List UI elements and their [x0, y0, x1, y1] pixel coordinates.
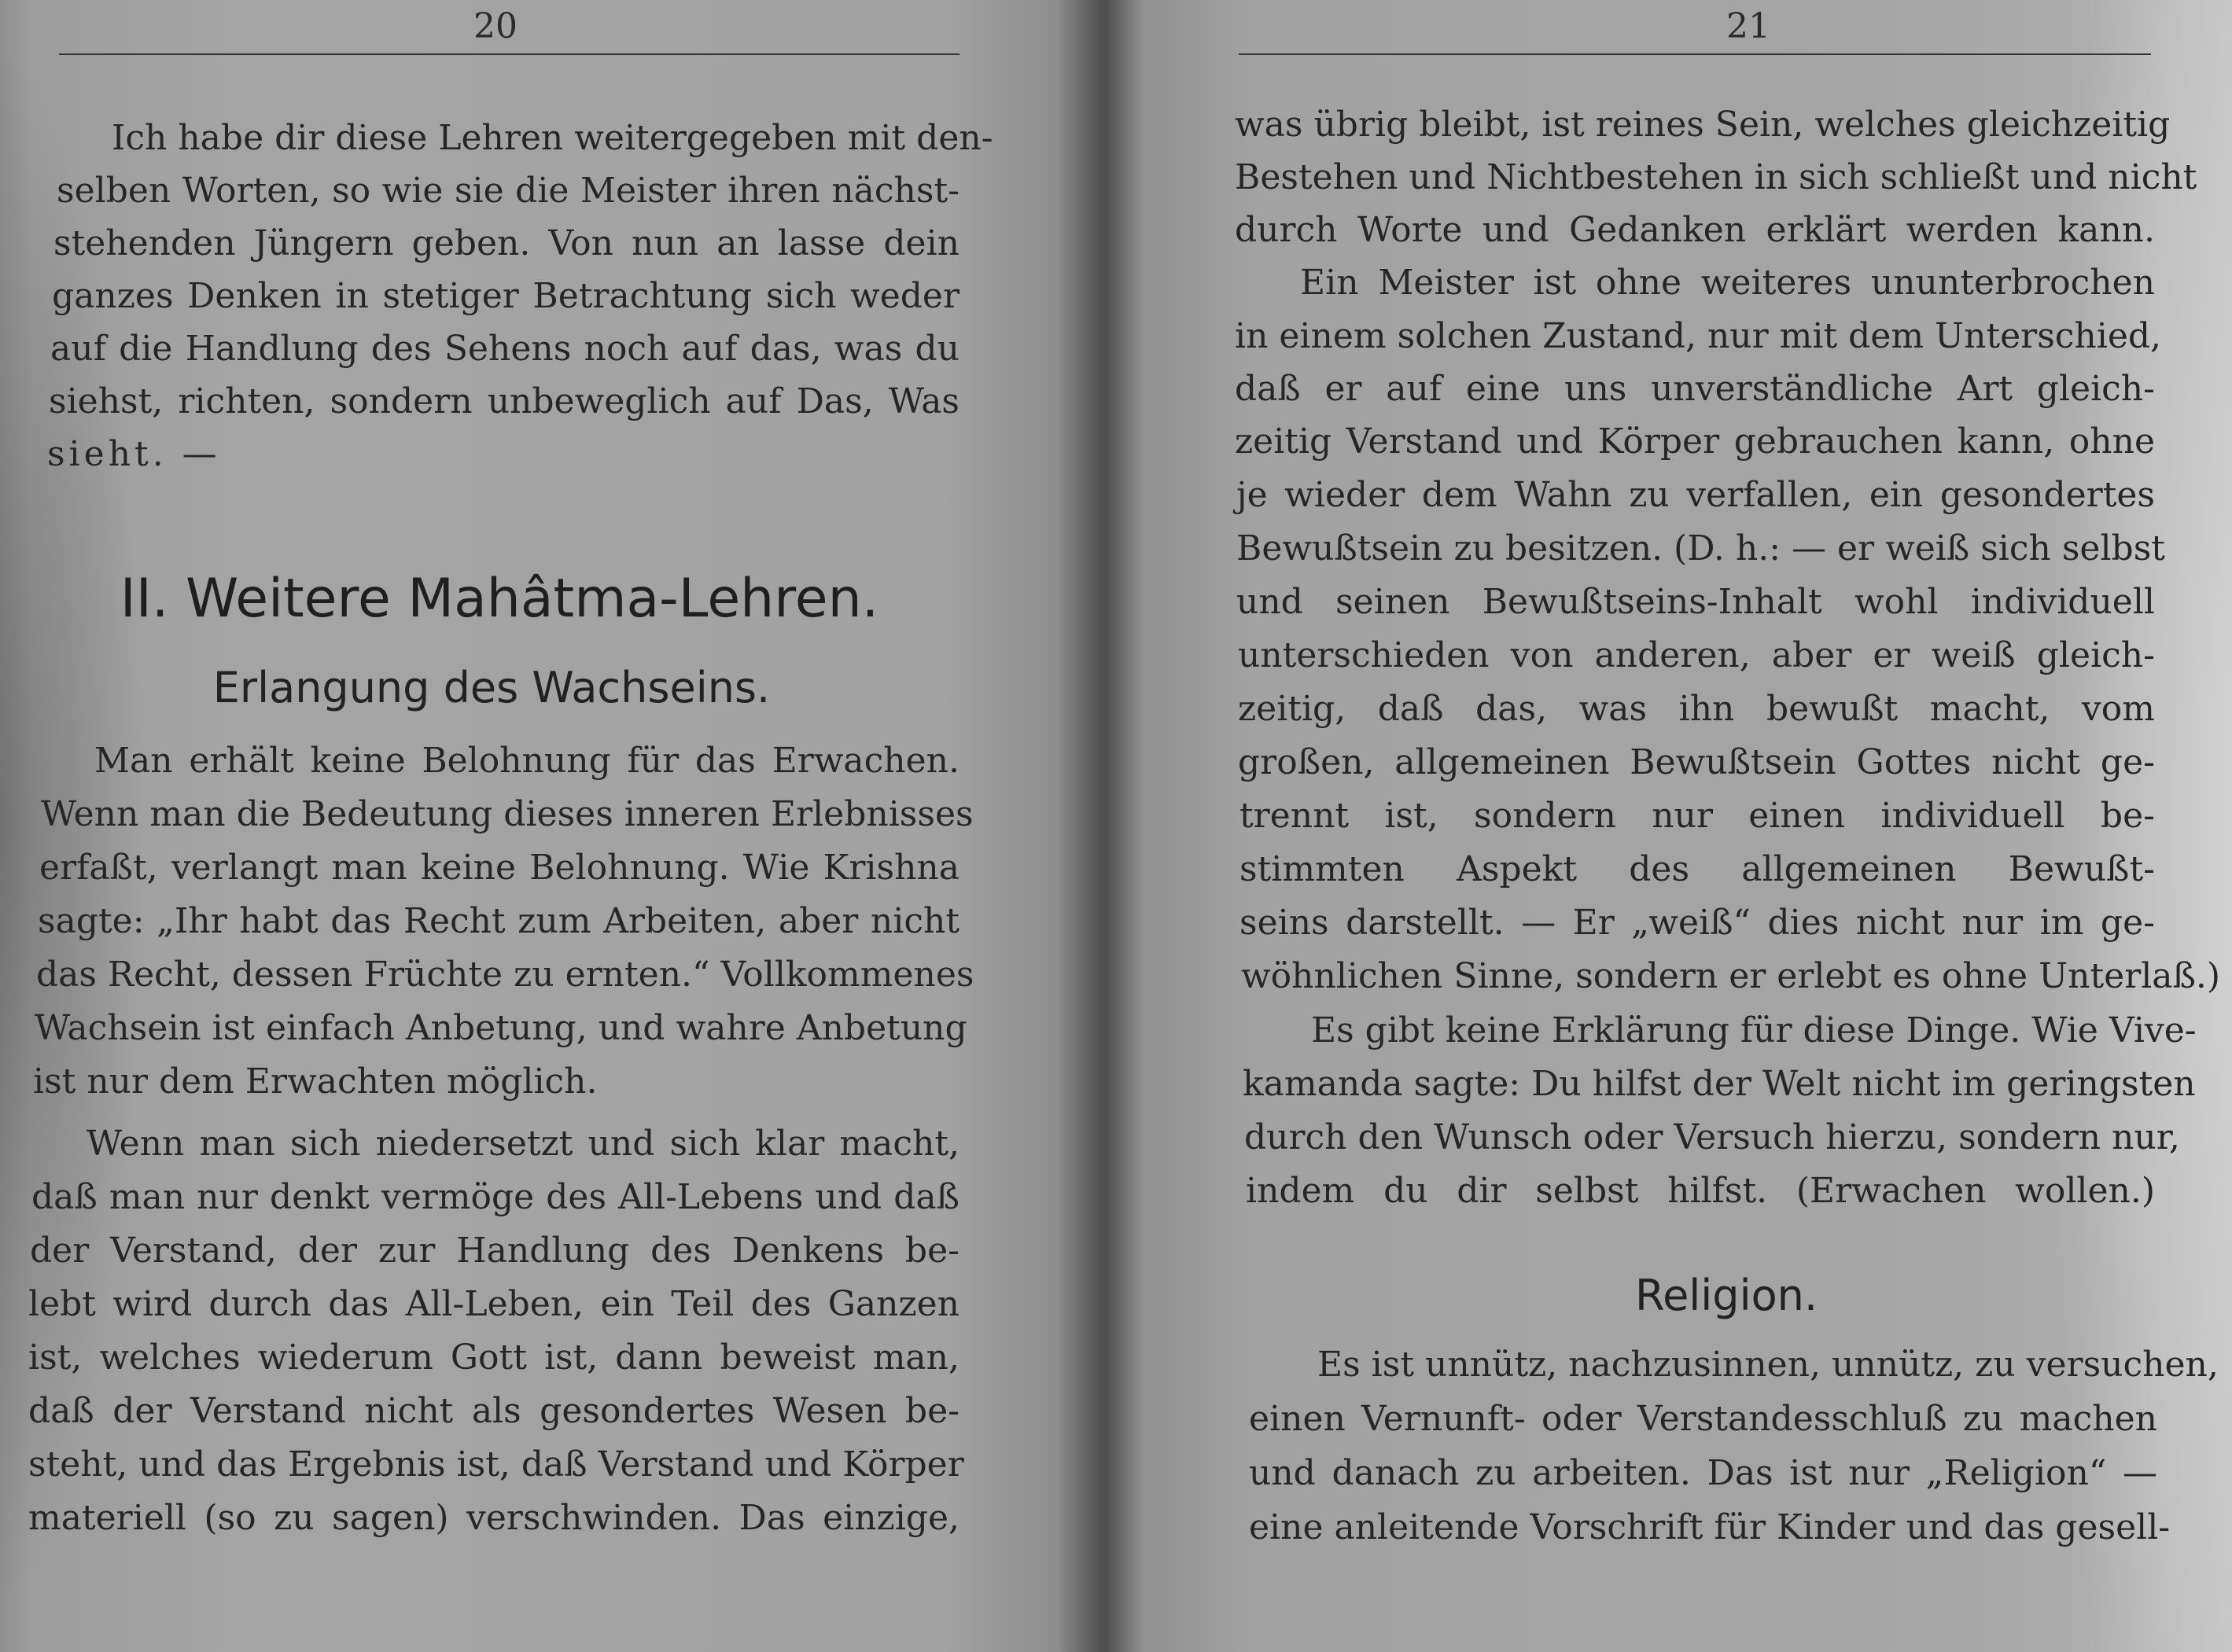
text-line: lebt wird durch das All-Leben, ein Teil des Ganzen — [28, 1284, 959, 1324]
text-line: ist nur dem Erwachten möglich. — [33, 1061, 598, 1102]
text-line: ist, welches wiederum Gott ist, dann beweist man, — [28, 1337, 959, 1378]
page-number-right: 21 — [1726, 6, 1770, 46]
header-rule-right — [1239, 53, 2151, 55]
text-line: steht, und das Ergebnis ist, daß Verstand und Körper — [28, 1444, 964, 1485]
text-line: Wenn man sich niedersetzt und sich klar macht, — [87, 1124, 959, 1164]
text-line: Ein Meister ist ohne weiteres ununterbrochen — [1300, 263, 2155, 303]
text-line: je wieder dem Wahn zu verfallen, ein gesondertes — [1236, 475, 2155, 515]
text-line: zeitig Verstand und Körper gebrauchen kann, ohne — [1235, 421, 2155, 462]
text-line: kamanda sagte: Du hilfst der Welt nicht im geringsten — [1243, 1064, 2196, 1104]
text-line: daß er auf eine uns unverständliche Art gleich- — [1235, 369, 2155, 409]
text-line: Wenn man die Bedeutung dieses inneren Erlebnisses — [41, 794, 974, 834]
text-line: materiell (so zu sagen) verschwinden. Das einzige, — [28, 1498, 959, 1538]
text-line: was übrig bleibt, ist reines Sein, welches gleichzeitig — [1235, 105, 2171, 145]
text-line: Man erhält keine Belohnung für das Erwachen. — [94, 741, 959, 781]
text-line: ganzes Denken in stetiger Betrachtung sich weder — [52, 276, 959, 316]
section-title: Religion. — [1634, 1271, 1818, 1320]
text-line: Bestehen und Nichtbestehen in sich schließt und nicht — [1235, 157, 2197, 197]
text-line: indem du dir selbst hilfst. (Erwachen wollen.) — [1246, 1171, 2155, 1211]
text-line: daß der Verstand nicht als gesondertes Wesen be- — [28, 1391, 959, 1431]
text-line: zeitig, daß das, was ihn bewußt macht, vom — [1238, 689, 2155, 729]
text-line: selben Worten, so wie sie die Meister ihren nächst- — [57, 171, 959, 211]
text-line: siehst, richten, sondern unbeweglich auf Das, Was — [49, 381, 959, 421]
text-line: Bewußtsein zu besitzen. (D. h.: — er weiß sich selbst — [1236, 528, 2165, 568]
text-line: das Recht, dessen Früchte zu ernten.“ Vollkommenes — [36, 955, 974, 995]
text-line: und danach zu arbeiten. Das ist nur „Religion“ — — [1249, 1453, 2157, 1493]
left-page — [0, 0, 1097, 1652]
text-line: trennt ist, sondern nur einen individuell be- — [1239, 796, 2155, 836]
text-line: einen Vernunft- oder Verstandesschluß zu machen — [1249, 1399, 2157, 1439]
text-line: durch Worte und Gedanken erklärt werden kann. — [1235, 210, 2155, 250]
text-line: in einem solchen Zustand, nur mit dem Unterschied, — [1235, 316, 2162, 356]
text-line: sagte: „Ihr habt das Recht zum Arbeiten, aber nicht — [38, 901, 959, 941]
text-line: und seinen Bewußtseins-Inhalt wohl individuell — [1236, 582, 2155, 622]
text-line: erfaßt, verlangt man keine Belohnung. Wie Krishna — [39, 848, 959, 888]
page-number-left: 20 — [473, 6, 517, 46]
text-line: der Verstand, der zur Handlung des Denkens be- — [30, 1231, 959, 1271]
header-rule-left — [59, 53, 959, 55]
text-line: stehenden Jüngern geben. Von nun an lasse dein — [53, 223, 959, 263]
text-line: unterschieden von anderen, aber er weiß gleich- — [1238, 635, 2155, 675]
text-line: Ich habe dir diese Lehren weitergegeben mit den- — [112, 118, 993, 158]
text-line: sieht. — — [47, 434, 221, 474]
text-line: Es ist unnütz, nachzusinnen, unnütz, zu versuchen, — [1317, 1345, 2219, 1385]
text-line: wöhnlichen Sinne, sondern er erlebt es ohne Unterlaß.) — [1241, 956, 2221, 996]
text-line: eine anleitende Vorschrift für Kinder und das gesell- — [1249, 1507, 2171, 1547]
text-line: Wachsein ist einfach Anbetung, und wahre Anbetung — [35, 1008, 967, 1048]
text-line: seins darstellt. — Er „weiß“ dies nicht nur im ge- — [1239, 903, 2155, 943]
right-page — [1097, 0, 2232, 1652]
text-line: großen, allgemeinen Bewußtsein Gottes nicht ge- — [1238, 742, 2155, 782]
chapter-title: II. Weitere Mahâtma-Lehren. — [120, 568, 879, 630]
text-line: durch den Wunsch oder Versuch hierzu, sondern nur, — [1244, 1117, 2180, 1157]
section-title: Erlangung des Wachseins. — [212, 663, 771, 712]
text-line: daß man nur denkt vermöge des All-Lebens und daß — [31, 1177, 959, 1217]
text-line: Es gibt keine Erklärung für diese Dinge. Wie Vive- — [1311, 1010, 2197, 1050]
text-line: auf die Handlung des Sehens noch auf das, was du — [50, 329, 959, 369]
text-line: stimmten Aspekt des allgemeinen Bewußt- — [1239, 849, 2155, 889]
